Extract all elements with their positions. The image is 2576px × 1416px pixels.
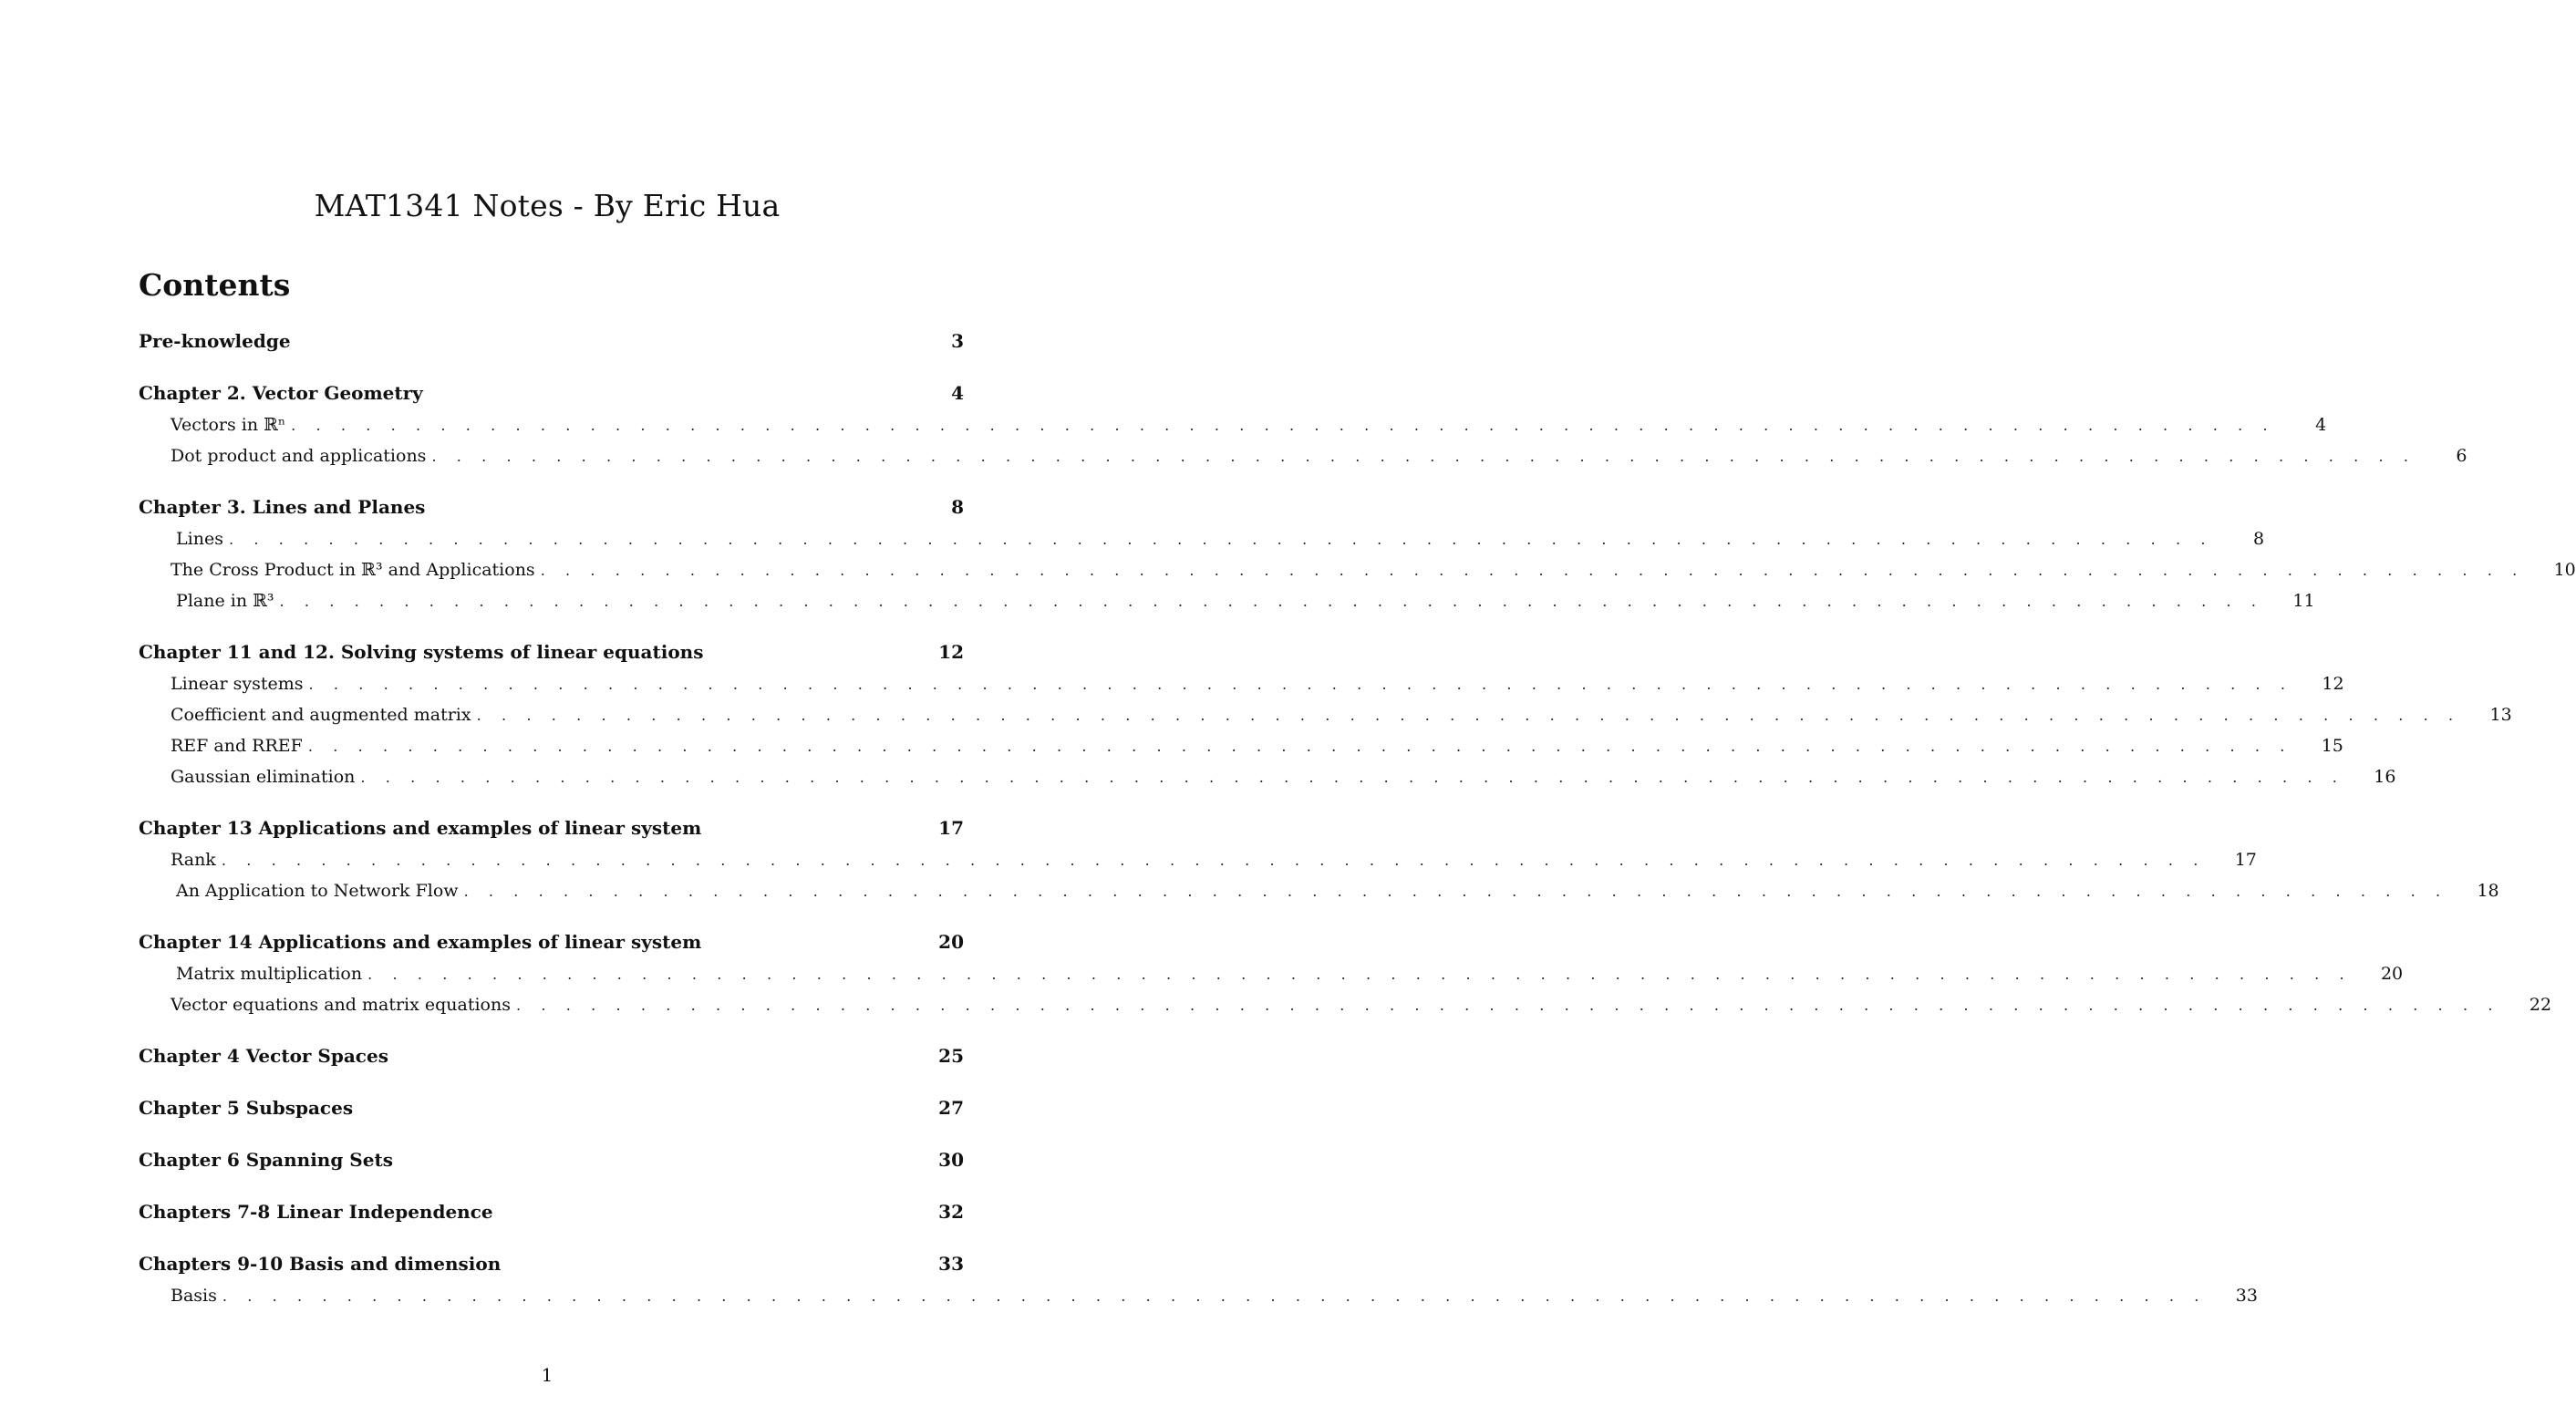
toc-section-entry[interactable]: [139, 1280, 2258, 1311]
toc-section-entry[interactable]: [139, 554, 2576, 585]
toc-section-page-number: 8: [2252, 529, 2265, 549]
toc-section-entry[interactable]: [139, 585, 2315, 616]
toc-chapter-title: Chapter 2. Vector Geometry: [139, 382, 423, 404]
toc-section-page-number: 17: [2234, 850, 2257, 870]
toc-chapter: [139, 1039, 964, 1072]
toc-section-entry[interactable]: [139, 409, 2327, 440]
toc-chapter-title: Chapters 9-10 Basis and dimension: [139, 1253, 502, 1275]
toc-chapter-page-number: 12: [938, 641, 964, 663]
toc-chapter-entry[interactable]: [139, 1143, 964, 1176]
dot-leader: . . . . . . . . . . . . . . . . . . . . . . . . . . . . . . . . . . . . . . . . . . . . . . . . . . . . . . . . . . . . . . . . . . . . . . . . . . . . . . . .: [540, 562, 2525, 579]
toc-chapter-entry[interactable]: [139, 811, 964, 844]
toc-section-entry[interactable]: [139, 844, 2257, 875]
toc-section-entry[interactable]: [139, 958, 2404, 989]
dot-leader: . . . . . . . . . . . . . . . . . . . . . . . . . . . . . . . . . . . . . . . . . . . . . . . . . . . . . . . . . . . . . . . . . . . . . . . . . . . . . . . .: [308, 676, 2293, 693]
table-of-contents: [139, 325, 2576, 1311]
toc-section-page-number: 11: [2292, 591, 2315, 611]
dot-leader: . . . . . . . . . . . . . . . . . . . . . . . . . . . . . . . . . . . . . . . . . . . . . . . . . . . . . . . . . . . . . . . . . . . . . . . . . . . . . . . .: [360, 769, 2345, 786]
toc-section-page-number: 20: [2380, 964, 2404, 984]
toc-section-title: Coefficient and augmented matrix: [171, 705, 471, 725]
toc-chapter: [139, 325, 964, 357]
toc-chapter: [139, 1247, 2258, 1311]
toc-chapter: [139, 1195, 964, 1228]
toc-section-entry[interactable]: [139, 730, 2343, 761]
toc-chapter-page-number: 17: [938, 817, 964, 839]
toc-chapter-entry[interactable]: [139, 1039, 964, 1072]
dot-leader: . . . . . . . . . . . . . . . . . . . . . . . . . . . . . . . . . . . . . . . . . . . . . . . . . . . . . . . . . . . . . . . . . . . . . . . . . . . . . . . .: [463, 883, 2448, 900]
toc-chapter: [139, 491, 2576, 616]
toc-section-page-number: 13: [2489, 705, 2512, 725]
toc-section-title: The Cross Product in ℝ³ and Applications: [171, 560, 535, 580]
toc-section-page-number: 16: [2374, 767, 2396, 787]
toc-chapter-title: Chapters 7-8 Linear Independence: [139, 1201, 493, 1223]
toc-section-page-number: 6: [2456, 446, 2467, 466]
toc-section-title: Dot product and applications: [171, 446, 427, 466]
toc-chapter-title: Chapter 4 Vector Spaces: [139, 1045, 388, 1067]
toc-chapter-entry[interactable]: [139, 1247, 964, 1280]
toc-section-title: Linear systems: [171, 674, 304, 694]
toc-chapter-title: Pre-knowledge: [139, 330, 291, 352]
toc-chapter-page-number: 20: [938, 931, 964, 953]
toc-chapter: [139, 636, 2512, 792]
toc-chapter-title: Chapter 11 and 12. Solving systems of linear equations: [139, 641, 704, 663]
dot-leader: . . . . . . . . . . . . . . . . . . . . . . . . . . . . . . . . . . . . . . . . . . . . . . . . . . . . . . . . . . . . . . . . . . . . . . . . . . . . . . . .: [279, 593, 2264, 610]
toc-section-title: Matrix multiplication: [171, 964, 363, 984]
toc-chapter-page-number: 33: [938, 1253, 964, 1275]
toc-section-title: Plane in ℝ³: [171, 591, 274, 611]
dot-leader: . . . . . . . . . . . . . . . . . . . . . . . . . . . . . . . . . . . . . . . . . . . . . . . . . . . . . . . . . . . . . . . . . . . . . . . . . . . . . . . .: [367, 966, 2353, 983]
dot-leader: . . . . . . . . . . . . . . . . . . . . . . . . . . . . . . . . . . . . . . . . . . . . . . . . . . . . . . . . . . . . . . . . . . . . . . . . . . . . . . . .: [476, 707, 2461, 724]
document-title: MAT1341 Notes - By Eric Hua: [314, 188, 781, 223]
toc-section-title: Basis: [171, 1286, 217, 1306]
toc-chapter-title: Chapter 14 Applications and examples of linear system: [139, 931, 702, 953]
toc-section-title: Gaussian elimination: [171, 767, 356, 787]
toc-chapter: [139, 925, 2552, 1020]
toc-section-title: REF and RREF: [171, 736, 303, 756]
toc-section-title: Rank: [171, 850, 216, 870]
toc-chapter-page-number: 3: [951, 330, 964, 352]
toc-section-entry[interactable]: [139, 523, 2265, 554]
toc-chapter-page-number: 8: [951, 496, 964, 518]
toc-section-page-number: 33: [2235, 1286, 2258, 1306]
toc-section-title: Lines: [171, 529, 223, 549]
toc-section-title: An Application to Network Flow: [171, 881, 459, 901]
toc-chapter-entry[interactable]: [139, 491, 964, 523]
toc-chapter-page-number: 32: [938, 1201, 964, 1223]
dot-leader: . . . . . . . . . . . . . . . . . . . . . . . . . . . . . . . . . . . . . . . . . . . . . . . . . . . . . . . . . . . . . . . . . . . . . . . . . . . . . . . .: [431, 448, 2416, 465]
toc-chapter: [139, 811, 2499, 906]
toc-section-title: Vector equations and matrix equations: [171, 995, 511, 1015]
toc-section-page-number: 18: [2477, 881, 2499, 901]
toc-chapter: [139, 1143, 964, 1176]
toc-chapter-title: Chapter 13 Applications and examples of linear system: [139, 817, 702, 839]
toc-section-entry[interactable]: [139, 989, 2552, 1020]
toc-section-entry[interactable]: [139, 699, 2512, 730]
dot-leader: . . . . . . . . . . . . . . . . . . . . . . . . . . . . . . . . . . . . . . . . . . . . . . . . . . . . . . . . . . . . . . . . . . . . . . . . . . . . . . . .: [291, 417, 2276, 434]
toc-section-page-number: 12: [2322, 674, 2344, 694]
dot-leader: . . . . . . . . . . . . . . . . . . . . . . . . . . . . . . . . . . . . . . . . . . . . . . . . . . . . . . . . . . . . . . . . . . . . . . . . . . . . . . . .: [228, 531, 2214, 548]
toc-chapter-title: Chapter 6 Spanning Sets: [139, 1149, 393, 1171]
toc-section-entry[interactable]: [139, 761, 2396, 792]
dot-leader: . . . . . . . . . . . . . . . . . . . . . . . . . . . . . . . . . . . . . . . . . . . . . . . . . . . . . . . . . . . . . . . . . . . . . . . . . . . . . . . .: [222, 1287, 2207, 1305]
page-number: 1: [541, 1364, 553, 1386]
toc-chapter-page-number: 30: [938, 1149, 964, 1171]
toc-chapter-entry[interactable]: [139, 1091, 964, 1124]
dot-leader: . . . . . . . . . . . . . . . . . . . . . . . . . . . . . . . . . . . . . . . . . . . . . . . . . . . . . . . . . . . . . . . . . . . . . . . . . . . . . . . .: [307, 738, 2292, 755]
toc-section-page-number: 15: [2321, 736, 2343, 756]
toc-chapter-entry[interactable]: [139, 377, 964, 409]
dot-leader: . . . . . . . . . . . . . . . . . . . . . . . . . . . . . . . . . . . . . . . . . . . . . . . . . . . . . . . . . . . . . . . . . . . . . . . . . . . . . . . .: [221, 852, 2206, 869]
toc-chapter-page-number: 27: [938, 1097, 964, 1119]
toc-chapter-title: Chapter 5 Subspaces: [139, 1097, 354, 1119]
toc-section-entry[interactable]: [139, 875, 2499, 906]
toc-section-entry[interactable]: [139, 440, 2467, 471]
toc-chapter: [139, 377, 2467, 471]
contents-heading: Contents: [139, 267, 291, 303]
toc-section-title: Vectors in ℝⁿ: [171, 415, 286, 435]
toc-chapter-title: Chapter 3. Lines and Planes: [139, 496, 426, 518]
toc-chapter-entry[interactable]: [139, 1195, 964, 1228]
toc-chapter: [139, 1091, 964, 1124]
dot-leader: . . . . . . . . . . . . . . . . . . . . . . . . . . . . . . . . . . . . . . . . . . . . . . . . . . . . . . . . . . . . . . . . . . . . . . . . . . . . . . . .: [515, 997, 2501, 1014]
toc-chapter-page-number: 25: [938, 1045, 964, 1067]
toc-chapter-entry[interactable]: [139, 325, 964, 357]
toc-chapter-entry[interactable]: [139, 925, 964, 958]
toc-chapter-page-number: 4: [951, 382, 964, 404]
toc-section-page-number: 4: [2315, 415, 2327, 435]
toc-section-page-number: 22: [2529, 995, 2552, 1015]
toc-section-page-number: 10: [2553, 560, 2576, 580]
toc-chapter-entry[interactable]: [139, 636, 964, 668]
toc-section-entry[interactable]: [139, 668, 2344, 699]
